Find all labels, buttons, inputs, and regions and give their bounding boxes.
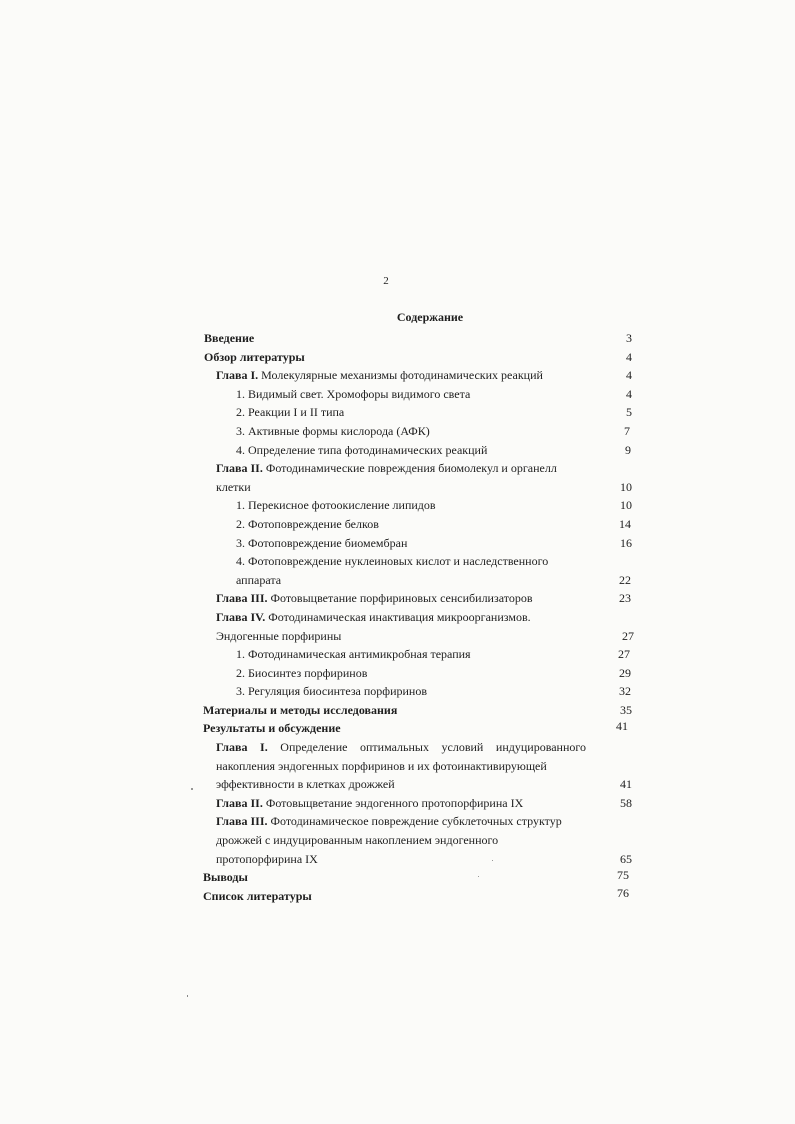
chapter-prefix: Глава III. xyxy=(216,814,268,829)
toc-entry-materials-methods xyxy=(0,701,795,720)
entry-page: 76 xyxy=(617,885,629,900)
entry-page: 23 xyxy=(619,591,631,606)
entry-page: 35 xyxy=(620,702,632,717)
entry-label xyxy=(216,608,531,627)
entry-label: протопорфирина IX xyxy=(216,851,318,866)
entry-text: Определение оптимальных условий индуцированного xyxy=(280,740,586,755)
entry-text: Молекулярные механизмы фотодинамических реакций xyxy=(261,368,543,383)
toc-entry-chapter xyxy=(0,589,795,608)
entry-text: Фотодинамические повреждения биомолекул и органелл xyxy=(265,461,557,476)
chapter-prefix: Глава I. xyxy=(216,740,268,755)
entry-page: 9 xyxy=(625,442,631,457)
entry-label: Введение xyxy=(204,331,255,345)
entry-label: накопления эндогенных порфиринов и их фотоинактивирующей xyxy=(216,758,547,773)
toc-entry-literature-review xyxy=(0,348,795,367)
toc-entry-section xyxy=(0,664,795,683)
entry-label: 3. Активные формы кислорода (АФК) xyxy=(236,423,430,438)
entry-label: 4. Фотоповреждение нуклеиновых кислот и наследственного xyxy=(236,554,549,569)
entry-label: 3. Фотоповреждение биомембран xyxy=(236,535,408,550)
entry-label xyxy=(216,366,543,385)
entry-page: 58 xyxy=(620,795,632,810)
toc-entry-continuation xyxy=(0,627,795,646)
scan-speck xyxy=(492,860,493,861)
entry-label: 2. Биосинтез порфиринов xyxy=(236,665,368,680)
entry-label xyxy=(216,812,562,831)
toc-entry-chapter xyxy=(0,459,795,478)
toc-entry-section xyxy=(0,682,795,701)
toc-entry-section xyxy=(0,422,795,441)
toc-entry-continuation xyxy=(0,831,795,850)
toc-entry-chapter xyxy=(0,794,795,813)
entry-label: 2. Реакции I и II типа xyxy=(236,405,345,420)
entry-text: Фотодинамическая инактивация микроорганизмов. xyxy=(268,609,531,624)
chapter-prefix: Глава II. xyxy=(216,461,263,476)
entry-text: Фотовыцветание порфириновых сенсибилизаторов xyxy=(270,591,533,606)
entry-page: 27 xyxy=(622,628,634,643)
chapter-prefix: Глава II. xyxy=(216,795,263,810)
entry-page: 41 xyxy=(620,777,632,792)
entry-page: 10 xyxy=(620,479,632,494)
toc-entry-section xyxy=(0,385,795,404)
entry-label: Обзор литературы xyxy=(204,349,305,364)
toc-entry-chapter xyxy=(0,738,795,757)
toc-entry-conclusions xyxy=(0,868,795,887)
toc-entry-continuation xyxy=(0,478,795,497)
entry-page: 4 xyxy=(626,349,632,364)
entry-label: 4. Определение типа фотодинамических реакций xyxy=(236,442,488,457)
entry-page: 41 xyxy=(616,719,628,734)
entry-label: 1. Фотодинамическая антимикробная терапия xyxy=(236,647,471,662)
toc-title: Содержание xyxy=(396,310,464,324)
entry-label xyxy=(216,459,557,478)
entry-label: Эндогенные порфирины xyxy=(216,628,342,643)
entry-page: 7 xyxy=(624,423,630,438)
toc-entry-section xyxy=(0,515,795,534)
entry-label: Результаты и обсуждение xyxy=(203,721,341,736)
entry-page: 10 xyxy=(620,498,632,513)
entry-page: 16 xyxy=(620,535,632,550)
entry-label: дрожжей с индуцированным накоплением эндогенного xyxy=(216,833,499,848)
entry-page: 65 xyxy=(620,851,632,866)
toc-entry-section xyxy=(0,441,795,460)
entry-page: 5 xyxy=(626,405,632,420)
entry-label: аппарата xyxy=(236,572,282,587)
entry-label: эффективности в клетках дрожжей xyxy=(216,777,395,792)
toc-entry-chapter xyxy=(0,608,795,627)
toc-entry-results xyxy=(0,719,795,738)
entry-label: Выводы xyxy=(203,870,248,885)
entry-page: 3 xyxy=(626,331,632,345)
entry-text: Фотодинамическое повреждение субклеточных структур xyxy=(270,814,562,829)
entry-label: клетки xyxy=(216,479,251,494)
entry-page: 32 xyxy=(619,684,631,699)
scan-speck xyxy=(478,876,479,877)
toc-entry-chapter xyxy=(0,366,795,385)
entry-page: 14 xyxy=(619,516,631,531)
toc-entry-section xyxy=(0,552,795,571)
toc-entry-section xyxy=(0,534,795,553)
entry-label xyxy=(216,738,586,757)
entry-text: Фотовыцветание эндогенного протопорфирина IX xyxy=(265,795,524,810)
entry-label xyxy=(216,794,523,813)
entry-page: 27 xyxy=(618,647,630,662)
table-of-contents xyxy=(0,329,795,905)
entry-label: 1. Перекисное фотоокисление липидов xyxy=(236,498,436,513)
toc-entry-references xyxy=(0,887,795,906)
toc-entry-introduction xyxy=(0,329,795,348)
page-number: 2 xyxy=(383,275,389,287)
toc-entry-section xyxy=(0,403,795,422)
toc-entry-continuation xyxy=(0,571,795,590)
entry-label: 1. Видимый свет. Хромофоры видимого света xyxy=(236,386,471,401)
chapter-prefix: Глава I. xyxy=(216,368,259,383)
entry-label xyxy=(216,589,533,608)
toc-entry-continuation xyxy=(0,850,795,869)
toc-entry-section xyxy=(0,496,795,515)
toc-entry-continuation xyxy=(0,757,795,776)
chapter-prefix: Глава IV. xyxy=(216,609,266,624)
chapter-prefix: Глава III. xyxy=(216,591,268,606)
entry-label: Материалы и методы исследования xyxy=(203,702,398,717)
entry-page: 75 xyxy=(617,868,629,883)
entry-label: 3. Регуляция биосинтеза порфиринов xyxy=(236,684,428,699)
entry-page: 4 xyxy=(626,386,632,401)
scan-speck xyxy=(187,995,188,997)
toc-entry-continuation xyxy=(0,775,795,794)
toc-entry-section xyxy=(0,645,795,664)
entry-page: 29 xyxy=(619,665,631,680)
entry-page: 4 xyxy=(626,368,632,383)
entry-label: Список литературы xyxy=(203,888,312,903)
scan-speck xyxy=(191,788,193,790)
entry-page: 22 xyxy=(619,572,631,587)
entry-label: 2. Фотоповреждение белков xyxy=(236,516,379,531)
toc-entry-chapter xyxy=(0,812,795,831)
